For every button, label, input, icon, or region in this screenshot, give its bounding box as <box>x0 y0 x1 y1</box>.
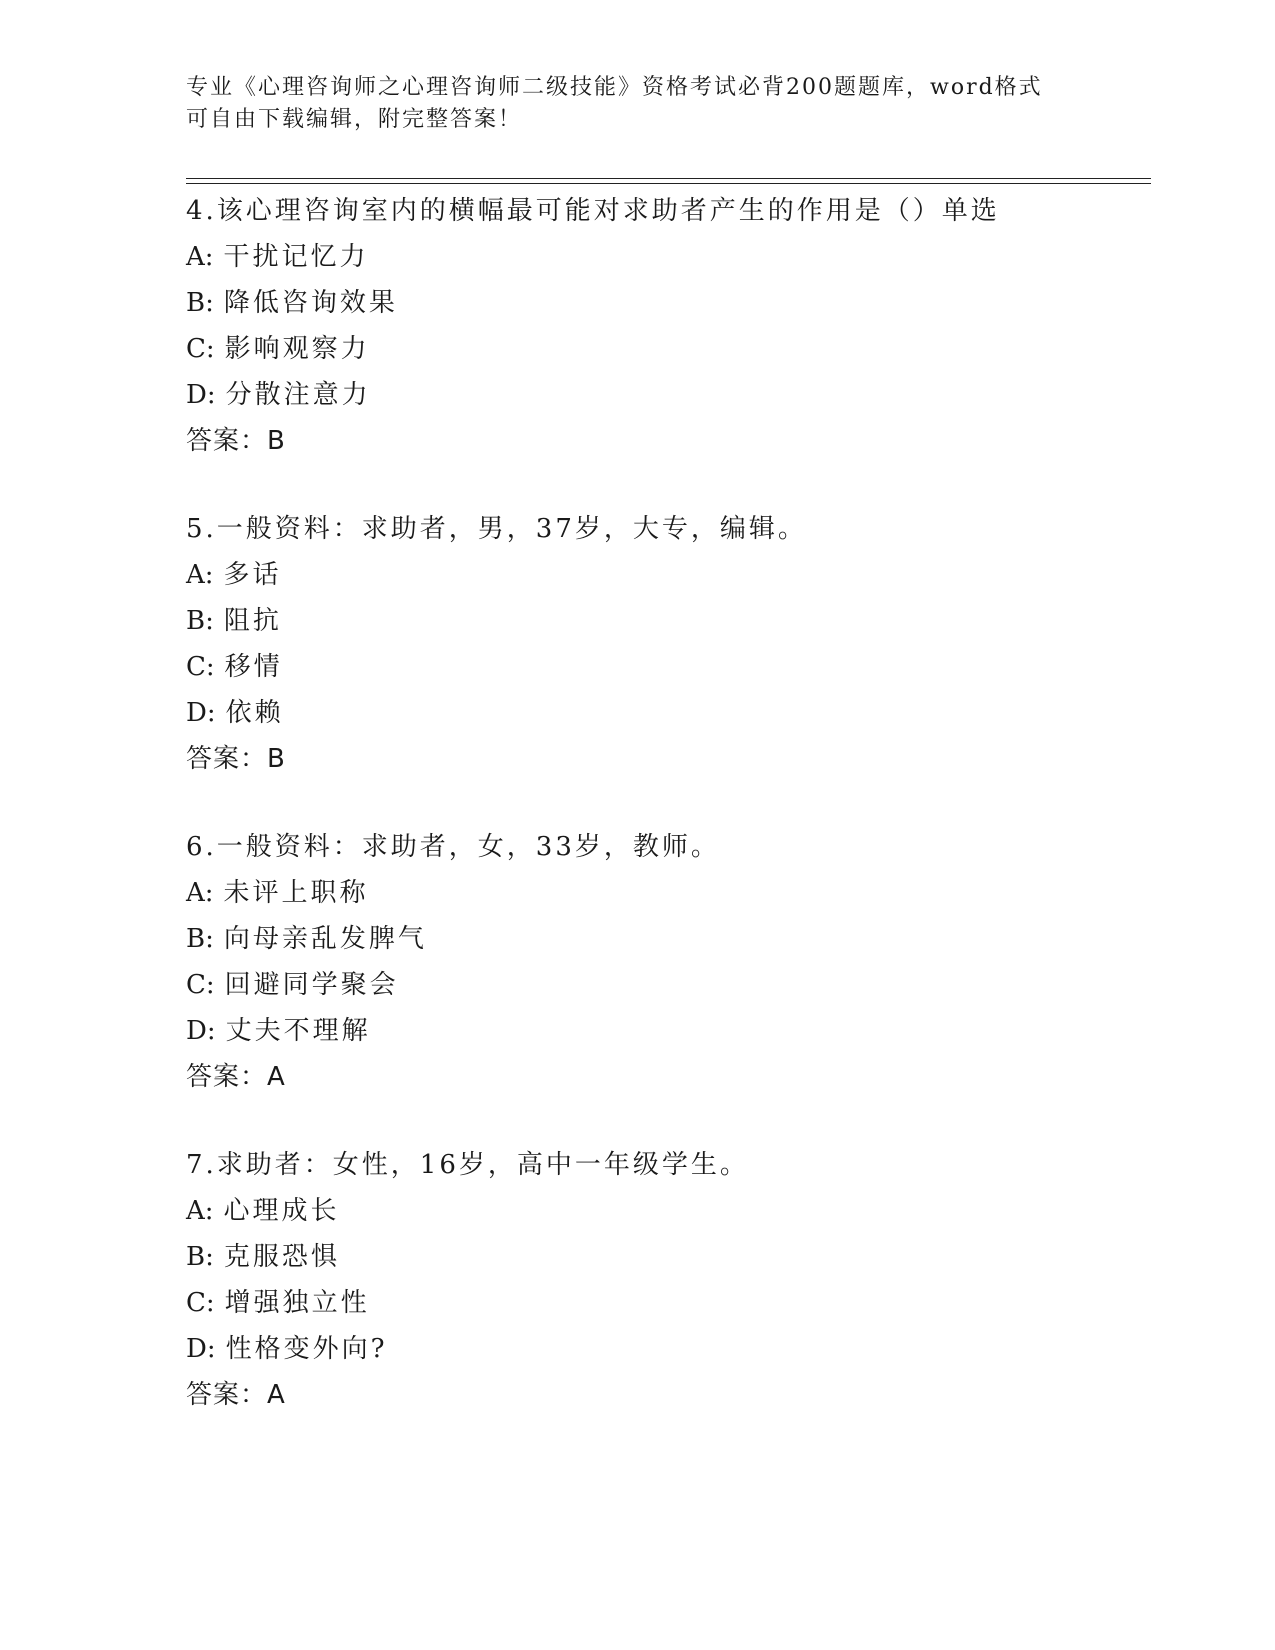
option-letter: D: <box>186 1016 216 1046</box>
header-divider-top <box>186 178 1151 179</box>
option-a <box>186 552 1146 598</box>
option-c <box>186 1280 1146 1326</box>
option-b <box>186 280 1146 326</box>
option-text: 阻抗 <box>223 606 282 636</box>
option-letter: B: <box>186 606 214 636</box>
option-text: 性格变外向? <box>225 1334 388 1364</box>
question-7 <box>186 1142 1146 1418</box>
option-letter: C: <box>186 970 215 1000</box>
option-text: 依赖 <box>225 698 284 728</box>
question-6 <box>186 824 1146 1100</box>
option-text: 克服恐惧 <box>223 1242 340 1272</box>
option-a <box>186 234 1146 280</box>
header-line-2: 可自由下载编辑，附完整答案！ <box>186 107 523 132</box>
option-a <box>186 870 1146 916</box>
option-text: 未评上职称 <box>223 878 369 908</box>
option-letter: A: <box>186 560 214 590</box>
question-list <box>186 188 1146 1460</box>
option-letter: B: <box>186 924 214 954</box>
option-b <box>186 916 1146 962</box>
option-text: 向母亲乱发脾气 <box>223 924 427 954</box>
option-text: 多话 <box>223 560 282 590</box>
option-letter: B: <box>186 288 214 318</box>
answer-line: 答案：A <box>186 1380 286 1410</box>
option-text: 降低咨询效果 <box>223 288 398 318</box>
option-text: 干扰记忆力 <box>223 242 369 272</box>
question-stem: 4.该心理咨询室内的横幅最可能对求助者产生的作用是（）单选 <box>186 196 1000 226</box>
header-divider-bottom <box>186 183 1151 184</box>
option-d <box>186 372 1146 418</box>
option-letter: B: <box>186 1242 214 1272</box>
option-text: 心理成长 <box>223 1196 340 1226</box>
option-text: 移情 <box>224 652 283 682</box>
question-stem: 5.一般资料：求助者，男，37岁，大专，编辑。 <box>186 514 807 544</box>
option-letter: C: <box>186 1288 215 1318</box>
option-d <box>186 1326 1146 1372</box>
answer-line: 答案：B <box>186 426 286 456</box>
option-letter: D: <box>186 1334 216 1364</box>
document-header <box>186 72 1086 136</box>
option-a <box>186 1188 1146 1234</box>
option-letter: A: <box>186 242 214 272</box>
question-5 <box>186 506 1146 782</box>
question-stem: 6.一般资料：求助者，女，33岁，教师。 <box>186 832 720 862</box>
option-b <box>186 1234 1146 1280</box>
header-line-1: 专业《心理咨询师之心理咨询师二级技能》资格考试必背200题题库，word格式 <box>186 75 1043 100</box>
option-c <box>186 962 1146 1008</box>
option-text: 丈夫不理解 <box>225 1016 371 1046</box>
option-b <box>186 598 1146 644</box>
question-stem: 7.求助者：女性，16岁，高中一年级学生。 <box>186 1150 749 1180</box>
option-d <box>186 1008 1146 1054</box>
option-c <box>186 326 1146 372</box>
option-text: 分散注意力 <box>225 380 371 410</box>
option-letter: A: <box>186 1196 214 1226</box>
option-d <box>186 690 1146 736</box>
option-text: 增强独立性 <box>224 1288 370 1318</box>
answer-line: 答案：B <box>186 744 286 774</box>
option-letter: D: <box>186 698 216 728</box>
option-text: 回避同学聚会 <box>224 970 399 1000</box>
option-letter: D: <box>186 380 216 410</box>
option-letter: C: <box>186 652 215 682</box>
option-letter: A: <box>186 878 214 908</box>
option-c <box>186 644 1146 690</box>
option-text: 影响观察力 <box>224 334 370 364</box>
question-4 <box>186 188 1146 464</box>
option-letter: C: <box>186 334 215 364</box>
answer-line: 答案：A <box>186 1062 286 1092</box>
